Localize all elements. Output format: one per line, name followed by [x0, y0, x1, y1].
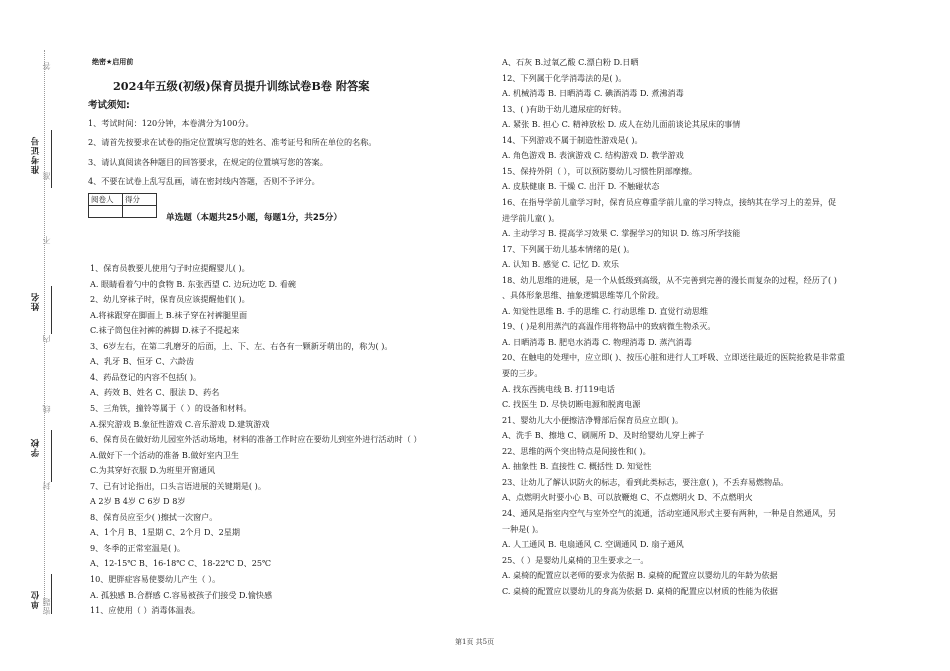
reviewer-cell[interactable] [89, 206, 123, 218]
question-line: 13、( )有助于幼儿遗尿症的好转。 [502, 103, 627, 114]
question-line: C. 桌椅的配置应以婴幼儿的身高为依据 D. 桌椅的配置应以材质的性能为依据 [502, 585, 778, 596]
name-field[interactable] [51, 286, 52, 334]
seal-mark: 线 [42, 405, 51, 413]
question-line: A. 皮肤健康 B. 干燥 C. 出汗 D. 不触碰状态 [502, 181, 660, 192]
ticket-number-label: 准考证号 [31, 136, 41, 174]
question-line: C.为其穿好衣服 D.为班里开窗通风 [90, 465, 216, 476]
school-label: 学校 [31, 438, 41, 457]
question-line: A. 紧张 B. 担心 C. 精神放松 D. 成人在幼儿面前谈论其尿床的事情 [502, 119, 741, 130]
question-line: 、具体形象思维、抽象逻辑思维等几个阶段。 [502, 290, 664, 301]
notice-item: 1、考试时间：120分钟，本卷满分为100分。 [88, 118, 254, 128]
question-line: 8、保育员应至少( )擦拭一次窗户。 [90, 511, 218, 522]
question-line: 1、保育员教要儿使用勺子时应提醒婴儿( )。 [90, 263, 250, 273]
question-line: 4、药品登记的内容不包括( )。 [90, 371, 202, 382]
question-line: 23、让幼儿了解认识防火的标志，看到此类标志，要注意( )，不丢弃易燃物品。 [502, 476, 789, 487]
page-number: 第1页 共5页 [455, 638, 495, 646]
question-line: 2、幼儿穿袜子时，保育员应该提醒他们( )。 [90, 294, 250, 305]
question-line: 19、( )是利用蒸汽的高温作用将物品中的致病微生物杀灭。 [502, 321, 716, 332]
question-line: A、乳牙 B、恒牙 C、六龄齿 [90, 356, 195, 367]
question-line: 进学前儿童( )。 [502, 212, 560, 223]
score-cell[interactable] [123, 206, 157, 218]
question-line: A. 认知 B. 感觉 C. 记忆 D. 欢乐 [502, 259, 619, 270]
question-line: 17、下列属于幼儿基本情绪的是( )。 [502, 243, 635, 254]
question-line: 5、三角铁，撞铃等属于（ ）的设备和材料。 [90, 402, 252, 413]
question-line: 15、保持外阴（ ），可以预防婴幼儿习惯性阴部摩擦。 [502, 165, 697, 176]
question-line: A、药效 B、姓名 C、服法 D、药名 [90, 387, 220, 398]
question-line: 要的三步。 [502, 368, 543, 378]
seal-mark: 答 [42, 62, 51, 70]
question-line: 18、幼儿思维的进展，是一个从低级到高级，从不完善到完善的漫长而复杂的过程，经历了( ) [502, 274, 837, 285]
question-line: A.做好下一个活动的准备 B.做好室内卫生 [90, 449, 240, 460]
question-line: A.探究游戏 B.象征性游戏 C.音乐游戏 D.建筑游戏 [90, 418, 270, 429]
question-line: A.将袜跟穿在脚面上 B.袜子穿在衬裤腿里面 [90, 309, 248, 320]
question-line: A 2岁 B 4岁 C 6岁 D 8岁 [90, 496, 186, 507]
question-line: C. 找医生 D. 尽快切断电源和脱离电源 [502, 399, 641, 410]
question-line: A. 孤独感 B.合群感 C.容易被孩子们接受 D.愉快感 [90, 589, 273, 600]
seal-mark: 密 [42, 607, 51, 615]
question-line: 11、应使用（ ）消毒体温表。 [90, 605, 200, 616]
question-line: A. 知觉性思维 B. 手的思维 C. 行动思维 D. 直觉行动思维 [502, 305, 708, 316]
notice-item: 4、不要在试卷上乱写乱画，请在密封线内答题，否则不予评分。 [88, 176, 320, 186]
score-table [88, 193, 157, 218]
notice-item: 2、请首先按要求在试卷的指定位置填写您的姓名、准考证号和所在单位的名称。 [88, 137, 377, 147]
question-line: A. 找东西挑电线 B. 打119电话 [502, 383, 615, 394]
question-line: A、石灰 B.过氧乙酸 C.漂白粉 D.日晒 [502, 57, 639, 67]
reviewer-header: 阅卷人 [89, 194, 123, 206]
seal-mark: 内 [42, 335, 51, 343]
question-line: A. 桌椅的配置应以老师的要求为依据 B. 桌椅的配置应以婴幼儿的年龄为依据 [502, 570, 778, 581]
question-line: 20、在触电的处理中，应立即( )、按压心脏和进行人工呼吸、立即送往最近的医院抢救是非常重 [502, 352, 845, 363]
question-line: A. 人工通风 B. 电扇通风 C. 空调通风 D. 扇子通风 [502, 539, 684, 550]
question-line: 一种是( )。 [502, 523, 544, 534]
section-heading: 单选题（本题共25小题，每题1分，共25分） [166, 213, 342, 223]
question-line: 16、在指导学前儿童学习时，保育员应尊重学前儿童的学习特点，接纳其在学习上的差异，促 [502, 196, 837, 207]
question-line: 6、保育员在做好幼儿园室外活动场地，材料的准备工作时应在要幼儿到室外进行活动时（ ） [90, 434, 422, 445]
question-line: A. 机械消毒 B. 日晒消毒 C. 碘酒消毒 D. 煮沸消毒 [502, 88, 684, 99]
question-line: A. 日晒消毒 B. 肥皂水消毒 C. 物理消毒 D. 蒸汽消毒 [502, 336, 692, 347]
question-line: 25、（ ）是婴幼儿桌椅的卫生要求之一。 [502, 554, 649, 565]
name-label: 姓名 [31, 292, 41, 311]
question-line: A. 角色游戏 B. 表演游戏 C. 结构游戏 D. 教学游戏 [502, 150, 684, 161]
secret-label: 绝密★启用前 [92, 58, 134, 66]
question-line: 10、肥胖症容易使婴幼儿产生（ ）。 [90, 574, 221, 584]
school-field[interactable] [51, 430, 52, 482]
question-line: A、洗手 B、擦地 C、刷厕所 D、及时给婴幼儿穿上裤子 [502, 430, 705, 441]
score-header: 得分 [123, 194, 157, 206]
question-line: 21、婴幼儿大小便擦洁净臀部后保育员应立即( )。 [502, 414, 684, 425]
seal-mark: 题 [42, 598, 51, 606]
seal-dotted-line [44, 50, 46, 610]
question-line: 14、下列游戏不属于制造性游戏是( )。 [502, 134, 643, 145]
question-line: 24、通风是指室内空气与室外空气的流通，活动室通风形式主要有两种，一种是自然通风，另 [502, 507, 837, 518]
question-line: A、12-15℃ B、16-18℃ C、18-22℃ D、25℃ [90, 558, 272, 569]
unit-label: 单位 [31, 590, 41, 609]
question-line: A、1个月 B、1星期 C、2个月 D、2星期 [90, 527, 240, 538]
question-line: 22、思维的两个突出特点是间接性和( )。 [502, 445, 651, 456]
question-line: 3、6岁左右，在第二乳磨牙的后面，上、下、左、右各有一颗新牙萌出的，称为( )。 [90, 340, 393, 351]
question-line: A、点燃明火时要小心 B、可以放鞭炮 C、不点燃明火 D、不点燃明火 [502, 492, 753, 503]
question-line: A. 抽象性 B. 直接性 C. 概括性 D. 知觉性 [502, 461, 652, 472]
question-line: A. 主动学习 B. 提高学习效果 C. 掌握学习的知识 D. 练习所学技能 [502, 228, 741, 239]
question-line: 9、冬季的正常室温是( )。 [90, 542, 185, 553]
question-line: A. 眼睛看着勺中的食物 B. 东张西望 C. 边玩边吃 D. 看碗 [90, 278, 296, 289]
seal-mark: 不 [42, 236, 51, 244]
exam-title: 2024年五级(初级)保育员提升训练试卷B卷 附答案 [113, 79, 370, 93]
notice-heading: 考试须知: [88, 100, 130, 111]
seal-mark: 准 [42, 172, 51, 180]
question-line: C.袜子筒包住衬裤的裤脚 D.袜子不提起来 [90, 325, 240, 336]
question-line: 12、下列属于化学消毒法的是( )。 [502, 72, 627, 83]
notice-item: 3、请认真阅读各种题目的回答要求，在规定的位置填写您的答案。 [88, 157, 328, 167]
seal-mark: 封 [42, 482, 51, 490]
question-line: 7、已有讨论指出，口头言语进展的关键期是( )。 [90, 480, 266, 491]
